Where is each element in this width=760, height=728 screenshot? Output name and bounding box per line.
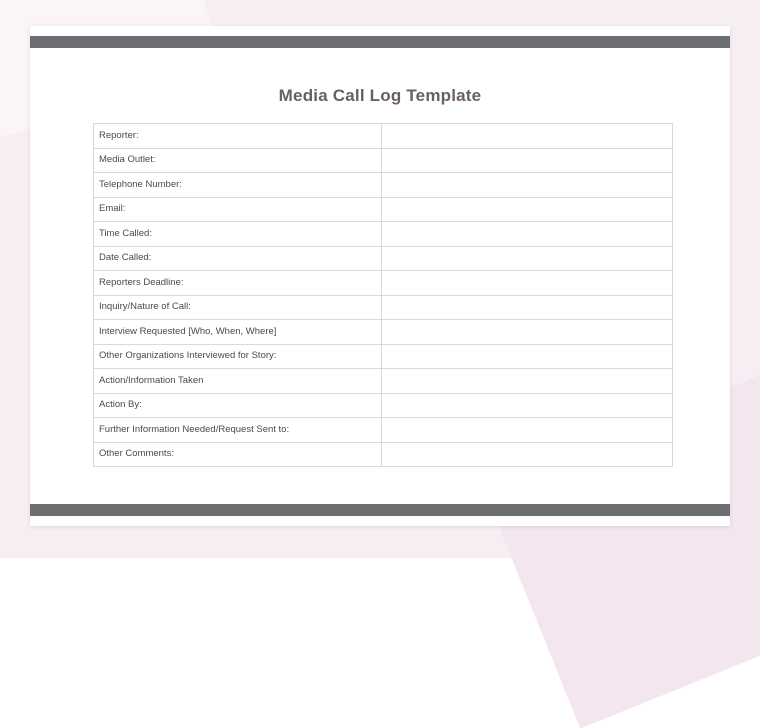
row-value[interactable] bbox=[382, 271, 673, 296]
document-page bbox=[30, 26, 730, 526]
table-row bbox=[94, 246, 673, 271]
table-row bbox=[94, 344, 673, 369]
table-row bbox=[94, 173, 673, 198]
row-value[interactable] bbox=[382, 295, 673, 320]
row-label: Action By: bbox=[94, 393, 382, 418]
row-label: Other Comments: bbox=[94, 442, 382, 467]
header-bar bbox=[30, 36, 730, 48]
row-label: Telephone Number: bbox=[94, 173, 382, 198]
row-value[interactable] bbox=[382, 369, 673, 394]
row-label: Time Called: bbox=[94, 222, 382, 247]
row-label: Email: bbox=[94, 197, 382, 222]
row-value[interactable] bbox=[382, 344, 673, 369]
row-value[interactable] bbox=[382, 442, 673, 467]
row-label: Date Called: bbox=[94, 246, 382, 271]
row-value[interactable] bbox=[382, 320, 673, 345]
row-label: Reporters Deadline: bbox=[94, 271, 382, 296]
row-label: Action/Information Taken bbox=[94, 369, 382, 394]
table-row bbox=[94, 393, 673, 418]
table-row bbox=[94, 222, 673, 247]
table-row bbox=[94, 369, 673, 394]
row-label: Other Organizations Interviewed for Story: bbox=[94, 344, 382, 369]
call-log-table-wrapper bbox=[93, 123, 660, 467]
row-label: Reporter: bbox=[94, 124, 382, 149]
page-title: Media Call Log Template bbox=[278, 86, 482, 105]
table-row bbox=[94, 124, 673, 149]
row-value[interactable] bbox=[382, 173, 673, 198]
footer-bar bbox=[30, 504, 730, 516]
table-row bbox=[94, 320, 673, 345]
table-row bbox=[94, 418, 673, 443]
row-label: Inquiry/Nature of Call: bbox=[94, 295, 382, 320]
call-log-table bbox=[93, 123, 673, 467]
row-value[interactable] bbox=[382, 393, 673, 418]
row-value[interactable] bbox=[382, 222, 673, 247]
row-value[interactable] bbox=[382, 148, 673, 173]
table-row bbox=[94, 271, 673, 296]
table-row bbox=[94, 442, 673, 467]
row-value[interactable] bbox=[382, 246, 673, 271]
row-label: Further Information Needed/Request Sent to: bbox=[94, 418, 382, 443]
row-value[interactable] bbox=[382, 124, 673, 149]
table-row bbox=[94, 148, 673, 173]
row-value[interactable] bbox=[382, 418, 673, 443]
row-label: Media Outlet: bbox=[94, 148, 382, 173]
table-row bbox=[94, 197, 673, 222]
row-value[interactable] bbox=[382, 197, 673, 222]
table-row bbox=[94, 295, 673, 320]
row-label: Interview Requested [Who, When, Where] bbox=[94, 320, 382, 345]
